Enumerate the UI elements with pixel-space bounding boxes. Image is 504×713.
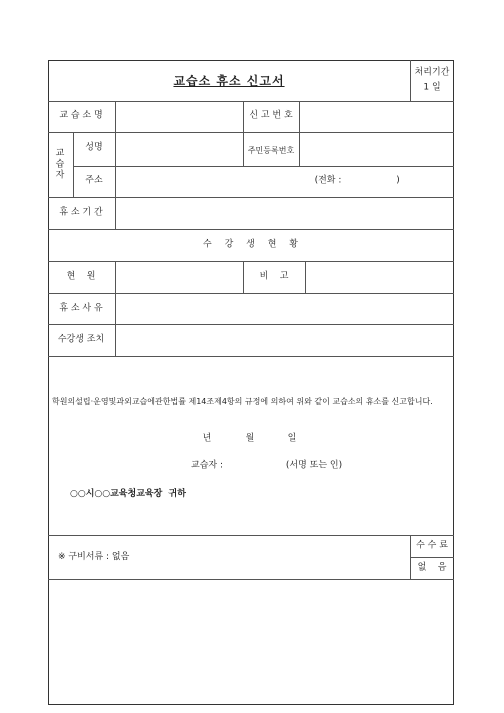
fee-value: 없 음 <box>417 562 447 573</box>
label-tutor-2: 습 <box>55 159 65 170</box>
remarks-field[interactable] <box>306 262 453 292</box>
divider <box>410 557 454 558</box>
label-closure-reason: 휴 소 사 유 <box>59 303 103 314</box>
processing-period-label: 처리기간 <box>414 67 450 78</box>
school-name-field[interactable] <box>116 102 242 131</box>
label-resident-number: 주민등록번호 <box>247 146 295 155</box>
processing-period-value: 1 일 <box>423 82 441 93</box>
closure-period-field[interactable] <box>116 198 453 228</box>
signature-note: (서명 또는 인) <box>285 460 343 471</box>
students-status-header: 수 강 생 현 황 <box>203 239 303 250</box>
form-title: 교습소 휴소 신고서 <box>173 74 285 88</box>
date-day: 일 <box>287 433 297 444</box>
label-report-number: 신 고 번 호 <box>249 110 293 121</box>
label-phone-close: ) <box>396 175 400 186</box>
report-number-field[interactable] <box>300 102 453 131</box>
label-tutor-1: 교 <box>55 148 65 159</box>
label-phone: (전화 : <box>314 175 342 186</box>
label-person-name: 성명 <box>85 142 103 153</box>
label-student-measures: 수강생 조치 <box>57 334 105 345</box>
divider <box>243 261 244 293</box>
divider <box>48 579 454 580</box>
attachments-note: ※ 구비서류 : 없음 <box>58 552 130 562</box>
divider <box>48 229 454 230</box>
person-name-field[interactable] <box>116 133 242 165</box>
date-month: 월 <box>245 433 255 444</box>
divider <box>73 132 74 197</box>
date-year: 년 <box>202 433 212 444</box>
label-school-name: 교 습 소 명 <box>59 110 103 121</box>
label-current-count: 현 원 <box>66 271 96 282</box>
divider <box>410 535 411 579</box>
divider <box>48 356 454 357</box>
resident-number-field[interactable] <box>300 133 453 165</box>
address-field[interactable] <box>116 167 296 196</box>
label-remarks: 비 고 <box>259 271 289 282</box>
declaration-text: 학원의설립·운영및과외교습에관한법률 제14조제4항의 규정에 의하여 위와 같이 교습소의 휴소를 신고합니다. <box>52 397 433 406</box>
divider <box>410 60 411 101</box>
recipient: ○○시○○교육청교육장 귀하 <box>70 489 186 499</box>
closure-reason-field[interactable] <box>116 294 453 323</box>
divider <box>48 535 454 536</box>
fee-label: 수 수 료 <box>416 540 448 551</box>
student-measures-field[interactable] <box>116 325 453 355</box>
label-closure-period: 휴 소 기 간 <box>59 207 103 218</box>
divider <box>243 101 244 166</box>
applicant-label: 교습자 : <box>191 460 223 471</box>
label-address: 주소 <box>85 175 103 186</box>
current-count-field[interactable] <box>116 262 242 292</box>
label-tutor-3: 자 <box>55 170 65 181</box>
